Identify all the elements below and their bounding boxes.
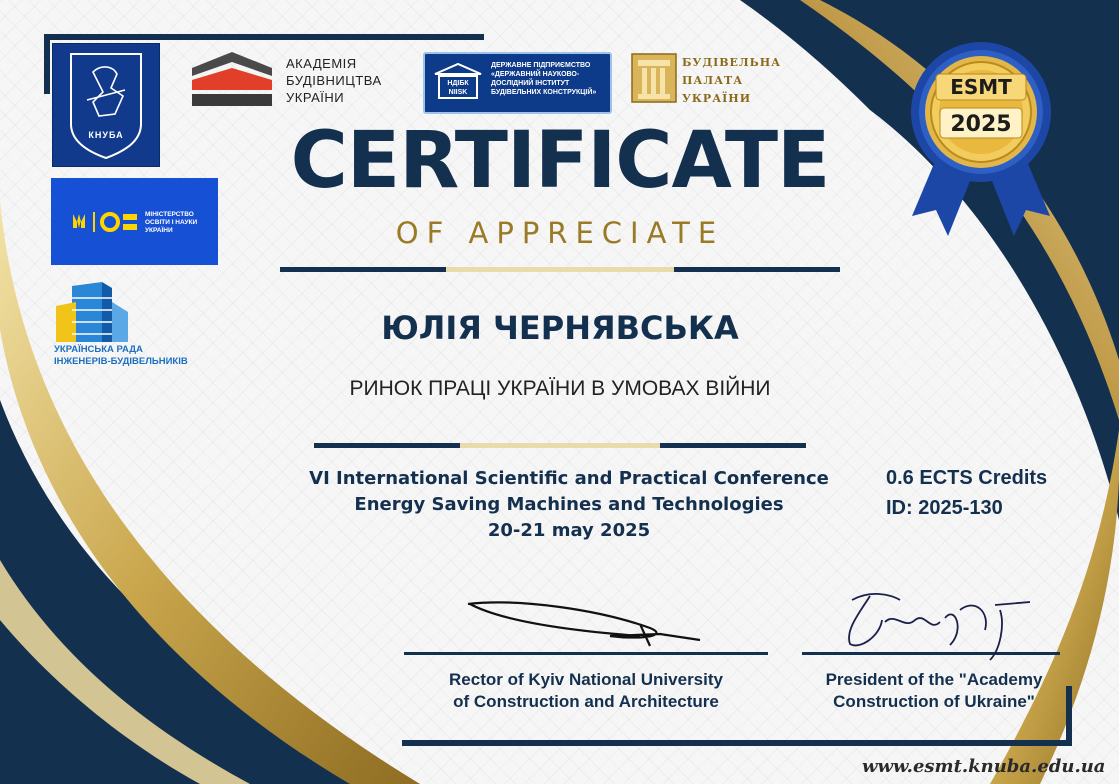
conference-title: VI International Scientific and Practical Conference — [309, 468, 829, 489]
conference-name: Energy Saving Machines and Technologies — [354, 494, 784, 515]
ndibk-line-3: ДОСЛІДНИЙ ІНСТИТУТ — [491, 80, 570, 87]
ministry-line-1: МІНІСТЕРСТВО — [145, 211, 194, 218]
rector-caption-line-2: of Construction and Architecture — [453, 692, 719, 711]
academy-line-1: АКАДЕМІЯ — [286, 56, 357, 71]
ministry-emblem-icon — [51, 178, 141, 265]
council-line-1: УКРАЇНСЬКА РАДА — [54, 344, 143, 355]
conference-info — [280, 466, 858, 544]
academy-mark-icon — [190, 50, 274, 110]
ndibk-mark-text-2: NIISK — [448, 89, 468, 96]
academy-logo — [190, 50, 420, 112]
recipient-name: ЮЛІЯ ЧЕРНЯВСЬКА — [381, 309, 739, 347]
credits-block — [886, 463, 1047, 523]
website-link[interactable]: www.esmt.knuba.edu.ua — [862, 756, 1106, 777]
president-signature — [849, 594, 1030, 660]
rector-caption-line-1: Rector of Kyiv National University — [449, 670, 723, 689]
president-caption — [802, 669, 1066, 713]
knuba-shield-icon — [53, 44, 159, 166]
esmt-medal — [906, 30, 1056, 240]
ministry-logo — [51, 178, 218, 265]
president-caption-line-2: Construction of Ukraine" — [833, 692, 1035, 711]
ndibk-logo — [423, 52, 612, 114]
ndibk-line-1: ДЕРЖАВНЕ ПІДПРИЄМСТВО — [491, 62, 591, 69]
chamber-line-2: ПАЛАТА — [682, 74, 744, 87]
certificate-subtitle: OF APPRECIATE — [395, 216, 725, 250]
medal-badge-icon — [906, 30, 1056, 240]
chamber-line-1: БУДІВЕЛЬНА — [682, 56, 782, 69]
academy-line-2: БУДІВНИЦТВА — [286, 73, 382, 88]
certificate-title: CERTIFICATE — [290, 116, 830, 206]
certificate-id: ID: 2025-130 — [886, 497, 1003, 519]
chamber-column-icon — [630, 52, 678, 104]
ects-credits: 0.6 ECTS Credits — [886, 467, 1048, 489]
rector-signature — [468, 602, 700, 646]
council-logo — [52, 282, 212, 374]
medal-year: 2025 — [950, 112, 1012, 137]
ndibk-mark-text: НДІБК — [447, 80, 469, 87]
report-topic: РИНОК ПРАЦІ УКРАЇНИ В УМОВАХ ВІЙНИ — [349, 377, 771, 400]
ndibk-line-4: БУДІВЕЛЬНИХ КОНСТРУКЦІЙ» — [491, 89, 597, 96]
president-caption-line-1: President of the "Academy — [825, 670, 1043, 689]
chamber-logo — [630, 52, 782, 108]
academy-line-3: УКРАЇНИ — [286, 90, 345, 105]
knuba-logo — [52, 43, 160, 167]
medal-label: ESMT — [950, 75, 1012, 99]
knuba-logo-text: КНУБА — [88, 130, 124, 140]
ministry-line-3: УКРАЇНИ — [145, 227, 173, 234]
ministry-line-2: ОСВІТИ І НАУКИ — [145, 219, 198, 226]
chamber-line-3: УКРАЇНИ — [682, 92, 752, 105]
conference-dates: 20-21 may 2025 — [487, 520, 651, 541]
ndibk-building-icon — [433, 62, 483, 100]
ndibk-line-2: «ДЕРЖАВНИЙ НАУКОВО- — [491, 71, 580, 78]
rector-caption — [404, 669, 768, 713]
council-building-icon — [52, 282, 132, 344]
council-line-2: ІНЖЕНЕРІВ-БУДІВЕЛЬНИКІВ — [54, 356, 188, 367]
